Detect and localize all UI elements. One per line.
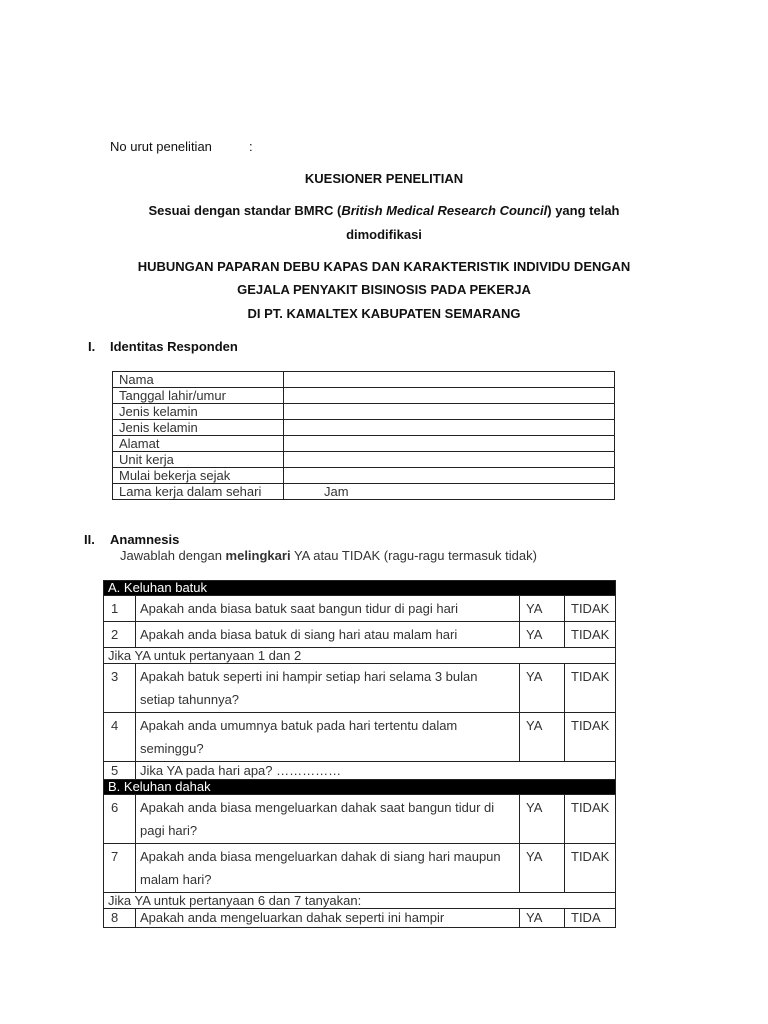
instruction-bold: melingkari <box>225 548 291 563</box>
heading-line1: HUBUNGAN PAPARAN DEBU KAPAS DAN KARAKTERISTIK INDIVIDU DENGAN <box>137 259 631 274</box>
identity-label: Mulai bekerja sejak <box>113 468 284 484</box>
question-text: Apakah anda biasa mengeluarkan dahak saat bangun tidur di pagi hari? <box>136 795 520 844</box>
question-number: 6 <box>104 795 136 844</box>
section-a-header: A. Keluhan batuk <box>104 581 616 596</box>
question-row <box>104 664 616 713</box>
identity-value-field[interactable] <box>284 420 615 436</box>
ya-option[interactable]: YA <box>520 622 565 648</box>
question-row <box>104 622 616 648</box>
note-row <box>104 648 616 664</box>
identity-row <box>113 436 615 452</box>
question-row <box>104 762 616 780</box>
question-number: 4 <box>104 713 136 762</box>
identity-row <box>113 452 615 468</box>
tidak-option[interactable]: TIDAK <box>565 844 616 893</box>
identity-value-field[interactable] <box>284 372 615 388</box>
questionnaire-table <box>103 580 616 928</box>
page-title: KUESIONER PENELITIAN <box>304 171 464 186</box>
identity-value-field[interactable] <box>284 436 615 452</box>
identity-row <box>113 372 615 388</box>
identity-row <box>113 484 615 500</box>
question-row <box>104 844 616 893</box>
ya-option[interactable]: YA <box>520 909 565 928</box>
section1-title: Identitas Responden <box>110 339 238 354</box>
identity-row <box>113 468 615 484</box>
ya-option[interactable]: YA <box>520 596 565 622</box>
question-number: 1 <box>104 596 136 622</box>
section2-title: Anamnesis <box>110 532 180 547</box>
question-row <box>104 909 616 928</box>
no-urut-label: No urut penelitian <box>110 139 212 154</box>
heading-line2: GEJALA PENYAKIT BISINOSIS PADA PEKERJA <box>237 282 531 297</box>
note-text: Jika YA untuk pertanyaan 1 dan 2 <box>104 648 616 664</box>
identity-label: Jenis kelamin <box>113 404 284 420</box>
question-text: Apakah anda biasa mengeluarkan dahak di siang hari maupun malam hari? <box>136 844 520 893</box>
ya-option[interactable]: YA <box>520 795 565 844</box>
instruction-suffix: YA atau TIDAK (ragu-ragu termasuk tidak) <box>290 548 537 563</box>
identity-label: Nama <box>113 372 284 388</box>
tidak-option[interactable]: TIDAK <box>565 664 616 713</box>
identity-row <box>113 404 615 420</box>
subtitle-line2: dimodifikasi <box>346 227 422 242</box>
tidak-option[interactable]: TIDAK <box>565 795 616 844</box>
identity-value-field[interactable] <box>284 468 615 484</box>
question-number: 8 <box>104 909 136 928</box>
question-row <box>104 795 616 844</box>
identity-label: Unit kerja <box>113 452 284 468</box>
question-number: 3 <box>104 664 136 713</box>
section-b-header: B. Keluhan dahak <box>104 780 616 795</box>
tidak-option[interactable]: TIDAK <box>565 713 616 762</box>
question-text: Apakah batuk seperti ini hampir setiap hari selama 3 bulan setiap tahunnya? <box>136 664 520 713</box>
identity-row <box>113 388 615 404</box>
identity-label: Alamat <box>113 436 284 452</box>
identity-value-field[interactable] <box>284 388 615 404</box>
subtitle-suffix: ) yang telah <box>547 203 620 218</box>
identity-row <box>113 420 615 436</box>
question-number: 5 <box>104 762 136 780</box>
section-b-row <box>104 780 616 795</box>
tidak-option[interactable]: TIDAK <box>565 622 616 648</box>
identity-label: Tanggal lahir/umur <box>113 388 284 404</box>
subtitle-line1 <box>0 203 768 219</box>
instruction-prefix: Jawablah dengan <box>120 548 226 563</box>
identity-table <box>112 371 615 500</box>
section-a-row <box>104 581 616 596</box>
identity-value-field[interactable] <box>284 404 615 420</box>
question-text: Apakah anda mengeluarkan dahak seperti ini hampir <box>136 909 520 928</box>
ya-option[interactable]: YA <box>520 664 565 713</box>
question-row <box>104 596 616 622</box>
section1-number: I. <box>88 339 96 354</box>
identity-label: Lama kerja dalam sehari <box>113 484 284 500</box>
identity-label: Jenis kelamin <box>113 420 284 436</box>
ya-option[interactable]: YA <box>520 844 565 893</box>
tidak-option[interactable]: TIDA <box>565 909 616 928</box>
subtitle-prefix: Sesuai dengan standar BMRC ( <box>148 203 342 218</box>
tidak-option[interactable]: TIDAK <box>565 596 616 622</box>
note-text: Jika YA untuk pertanyaan 6 dan 7 tanyakan: <box>104 893 616 909</box>
no-urut-colon: : <box>249 139 253 154</box>
question-number: 7 <box>104 844 136 893</box>
question-number: 2 <box>104 622 136 648</box>
question-text: Jika YA pada hari apa? …………… <box>136 762 616 780</box>
question-text: Apakah anda biasa batuk di siang hari atau malam hari <box>136 622 520 648</box>
heading-line3: DI PT. KAMALTEX KABUPATEN SEMARANG <box>247 306 521 321</box>
question-text: Apakah anda biasa batuk saat bangun tidur di pagi hari <box>136 596 520 622</box>
note-row <box>104 893 616 909</box>
ya-option[interactable]: YA <box>520 713 565 762</box>
subtitle-italic: British Medical Research Council <box>341 203 548 218</box>
section2-number: II. <box>84 532 95 547</box>
identity-value-field[interactable] <box>284 452 615 468</box>
instruction <box>120 548 537 564</box>
question-text: Apakah anda umumnya batuk pada hari tertentu dalam seminggu? <box>136 713 520 762</box>
identity-value-field[interactable]: Jam <box>284 484 615 500</box>
question-row <box>104 713 616 762</box>
